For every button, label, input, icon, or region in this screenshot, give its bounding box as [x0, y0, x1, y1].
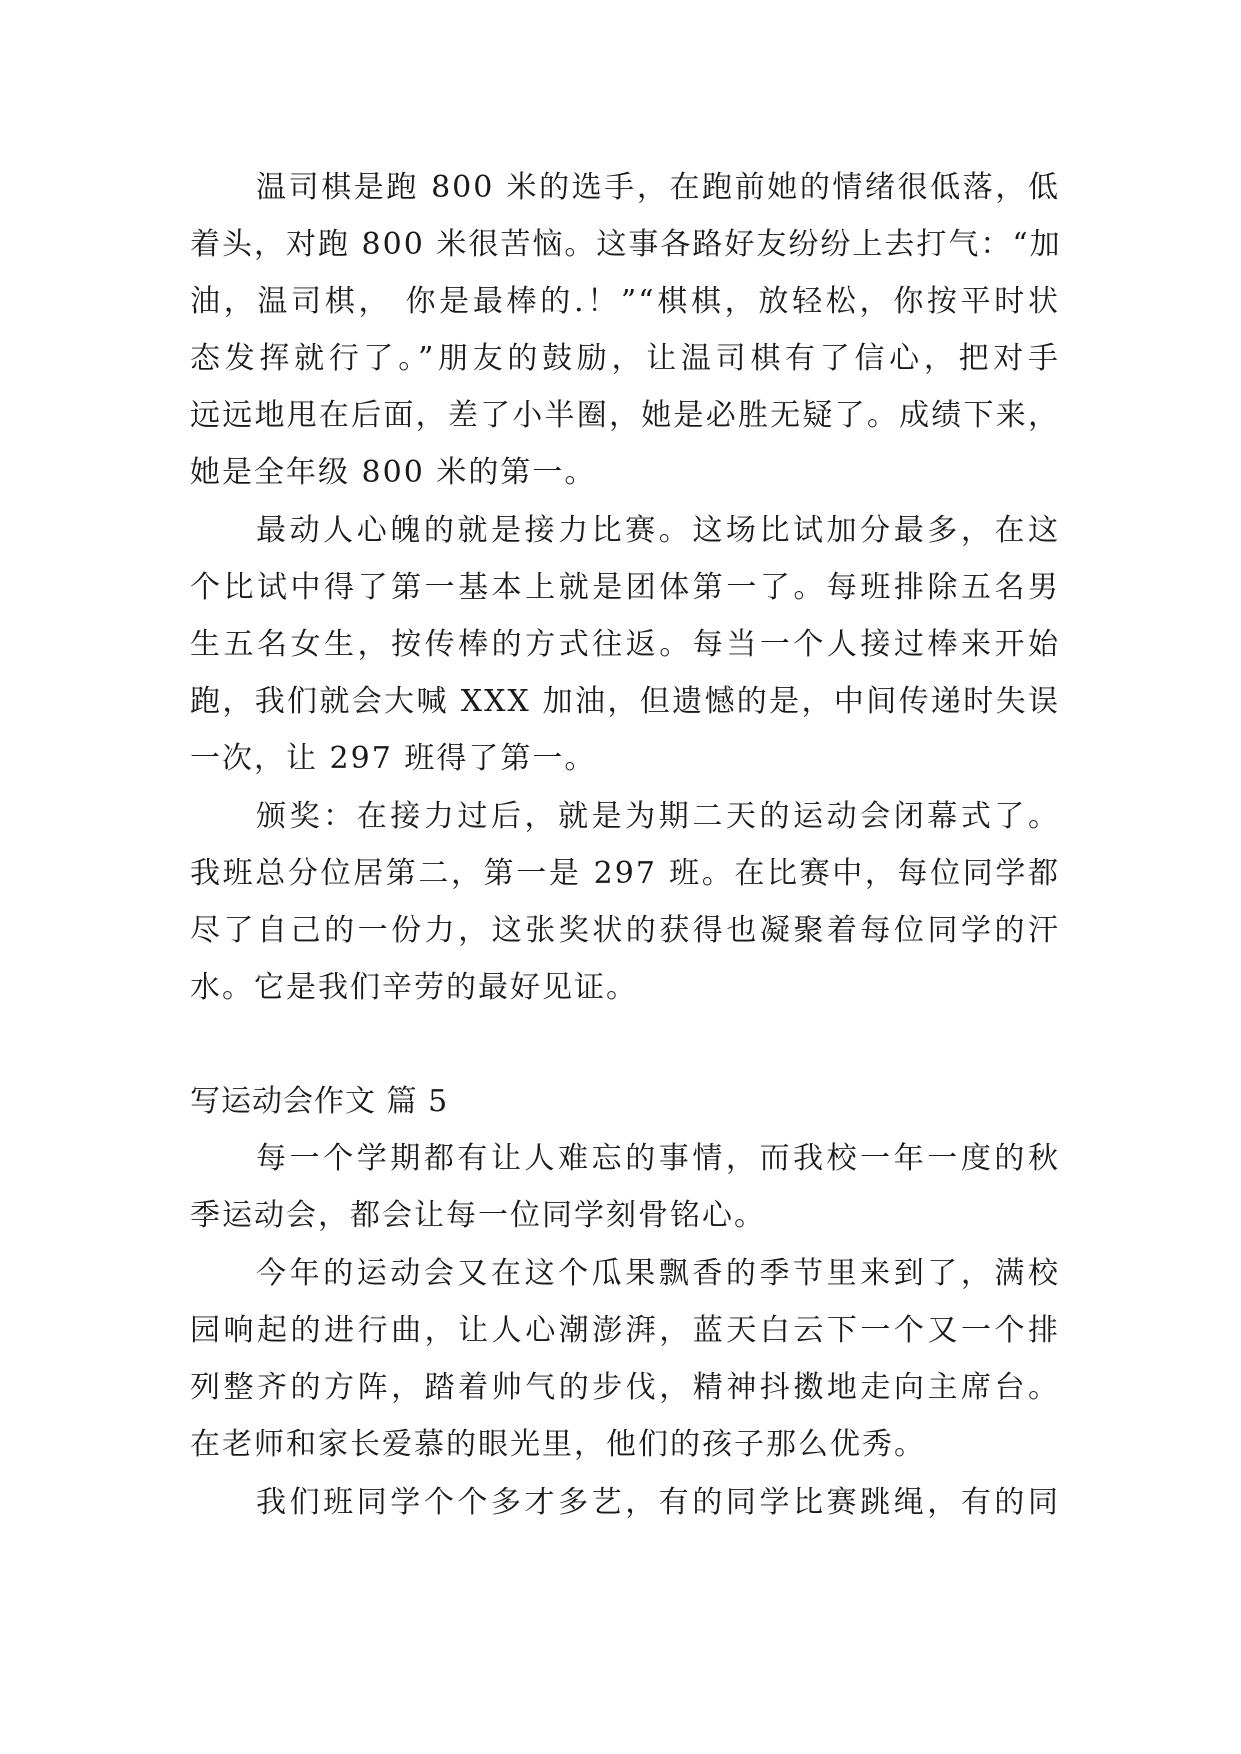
paragraph-line: 她是全年级 800 米的第一。: [190, 455, 597, 490]
paragraph-line: 个比试中得了第一基本上就是团体第一了。每班排除五名男: [190, 570, 1060, 605]
paragraph-line: 生五名女生，按传棒的方式往返。每当一个人接过棒来开始: [190, 627, 1060, 662]
paragraph-line: 着头，对跑 800 米很苦恼。这事各路好友纷纷上去打气：“加: [190, 227, 1062, 262]
paragraph-line: 水。它是我们辛劳的最好见证。: [190, 970, 638, 1005]
paragraph-line: 颁奖：在接力过后，就是为期二天的运动会闭幕式了。: [256, 799, 1060, 834]
paragraph-line: 每一个学期都有让人难忘的事情，而我校一年一度的秋: [256, 1141, 1060, 1176]
paragraph-line: 列整齐的方阵，踏着帅气的步伐，精神抖擞地走向主席台。: [190, 1370, 1060, 1405]
paragraph-line: 远远地甩在后面，差了小半圈，她是必胜无疑了。成绩下来，: [190, 398, 1060, 433]
paragraph-line: 我班总分位居第二，第一是 297 班。在比赛中，每位同学都: [190, 856, 1060, 891]
paragraph-line: 油，温司棋， 你是最棒的.！”“棋棋，放轻松，你按平时状: [190, 284, 1060, 319]
paragraph-line: 季运动会，都会让每一位同学刻骨铭心。: [190, 1198, 766, 1233]
section-heading: 写运动会作文 篇 5: [190, 1084, 449, 1119]
paragraph-line: 最动人心魄的就是接力比赛。这场比试加分最多，在这: [256, 513, 1060, 548]
paragraph-line: 跑，我们就会大喊 XXX 加油，但遗憾的是，中间传递时失误: [190, 684, 1060, 719]
paragraph-line: 一次，让 297 班得了第一。: [190, 741, 597, 776]
paragraph-line: 尽了自己的一份力，这张奖状的获得也凝聚着每位同学的汗: [190, 913, 1060, 948]
paragraph-line: 温司棋是跑 800 米的选手，在跑前她的情绪很低落，低: [256, 170, 1060, 205]
paragraph-line: 今年的运动会又在这个瓜果飘香的季节里来到了，满校: [256, 1256, 1060, 1291]
paragraph-line: 园响起的进行曲，让人心潮澎湃，蓝天白云下一个又一个排: [190, 1313, 1060, 1348]
paragraph-line: 我们班同学个个多才多艺，有的同学比赛跳绳，有的同: [256, 1485, 1060, 1520]
paragraph-line: 在老师和家长爱慕的眼光里，他们的孩子那么优秀。: [190, 1427, 926, 1462]
paragraph-line: 态发挥就行了。”朋友的鼓励，让温司棋有了信心，把对手: [190, 341, 1060, 376]
